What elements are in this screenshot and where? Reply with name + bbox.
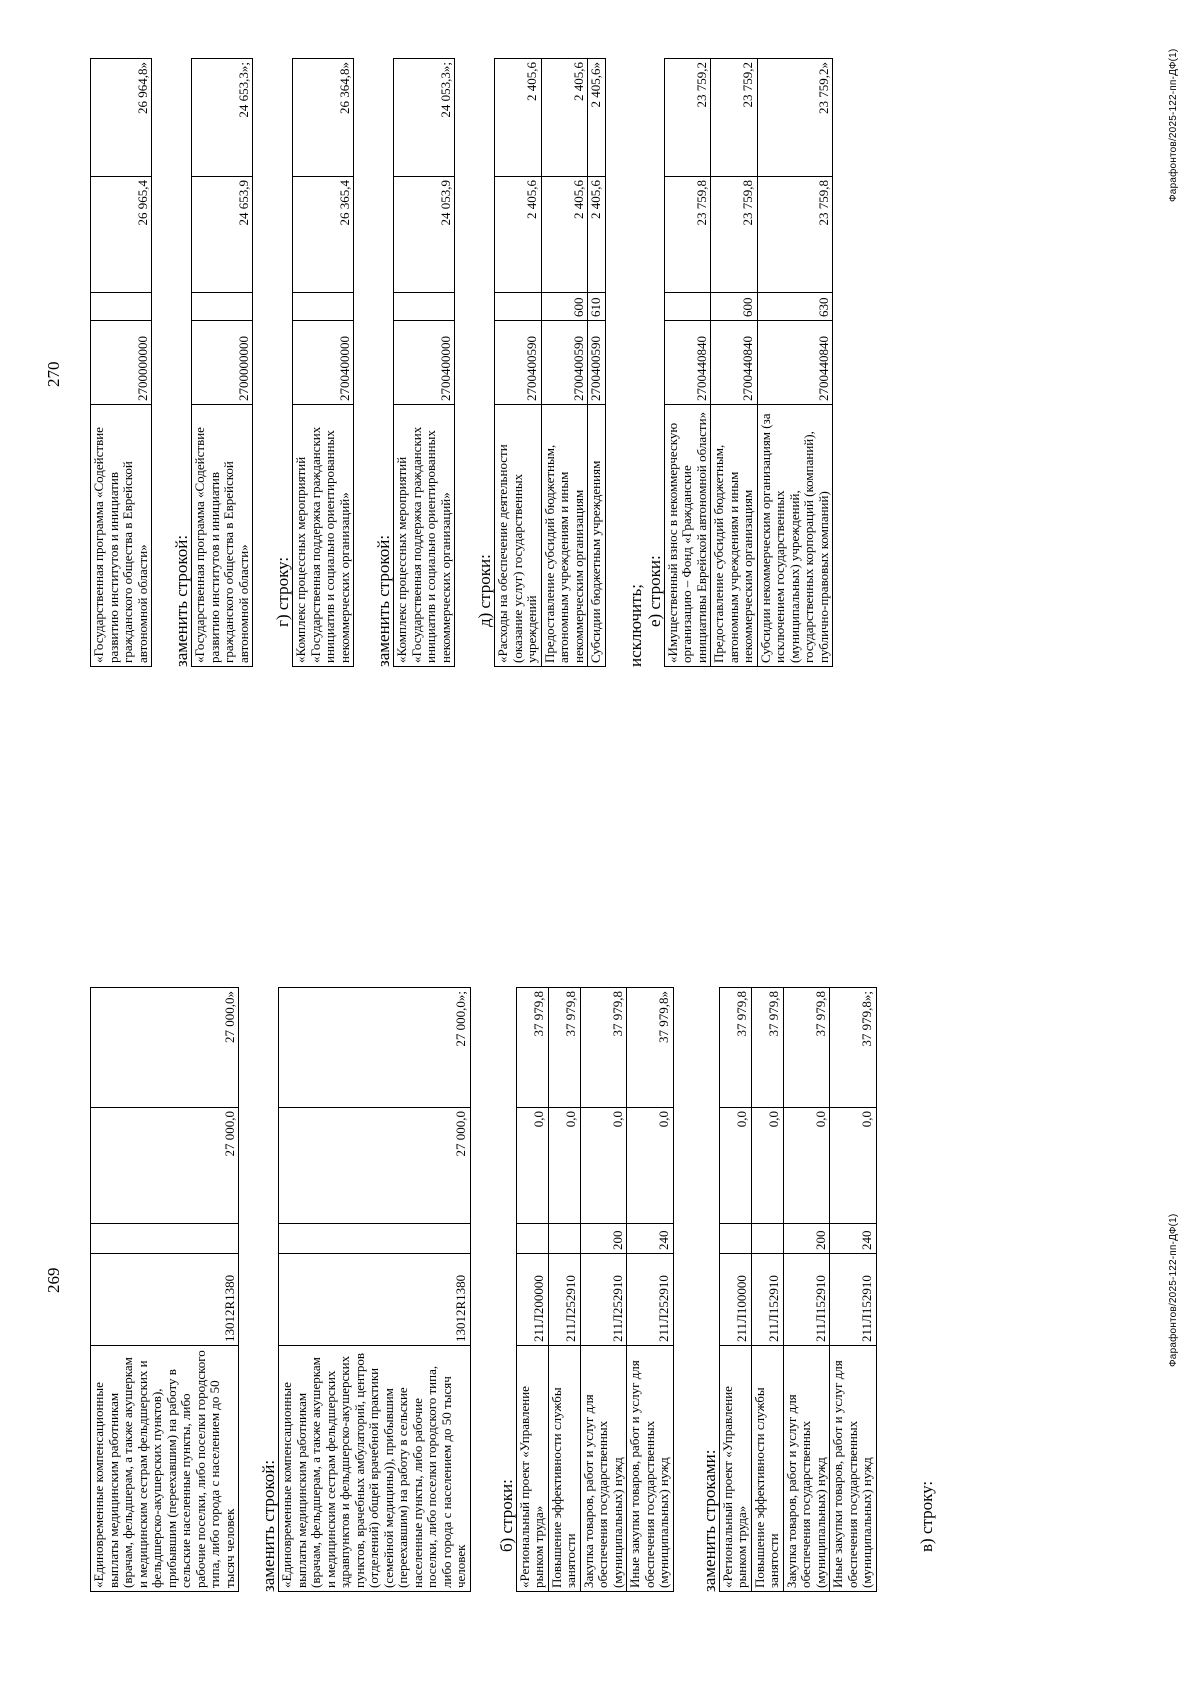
- amount-before-cell: 26 365,4: [293, 177, 354, 293]
- target-code-cell: 211Л152910: [783, 1254, 830, 1346]
- amount-before-cell: 27 000,0: [91, 1108, 239, 1224]
- expense-type-cell: [719, 1224, 751, 1254]
- amount-after-cell: 37 979,8: [516, 988, 548, 1108]
- target-code-cell: 2700400590: [588, 321, 606, 405]
- row-name-cell: Закупка товаров, работ и услуг для обеспечения государственных (муниципальных) нужд: [783, 1346, 830, 1592]
- amount-after-cell: 37 979,8: [751, 988, 783, 1108]
- footer-left: Фарафонтов/2025-122-пп-ДФ(1): [1168, 1213, 1179, 1367]
- target-code-cell: 13012R1380: [279, 1254, 471, 1346]
- table-row: [664, 59, 711, 667]
- row-name-cell: «Региональный проект «Управление рынком труда»: [516, 1346, 548, 1592]
- amount-after-cell: 37 979,8»: [627, 988, 674, 1108]
- amount-after-cell: 37 979,8: [783, 988, 830, 1108]
- label-replace-row-left-1: заменить строкой:: [259, 1459, 278, 1592]
- expense-type-cell: [548, 1224, 580, 1254]
- amount-after-cell: 24 053,3»;: [394, 59, 455, 177]
- expense-type-cell: 610: [588, 293, 606, 321]
- amount-after-cell: 37 979,8: [580, 988, 627, 1108]
- right-page-content: [90, 58, 833, 667]
- row-name-cell: «Государственная программа «Содействие развитию институтов и инициатив гражданского общества в Еврейской автономной области»: [192, 405, 253, 667]
- row-name-cell: «Расходы на обеспечение деятельности (оказание услуг) государственных учреждений: [495, 405, 542, 667]
- amount-before-cell: 24 653,9: [192, 177, 253, 293]
- amount-after-cell: 23 759,2: [664, 59, 711, 177]
- right-table-4: [393, 58, 455, 667]
- footer-right: Фарафонтов/2025-122-пп-ДФ(1): [1168, 48, 1179, 202]
- table-row: [627, 988, 674, 1592]
- row-name-cell: Повышение эффективности службы занятости: [548, 1346, 580, 1592]
- table-row: [548, 988, 580, 1592]
- target-code-cell: 211Л200000: [516, 1254, 548, 1346]
- label-section-d: д) строки:: [475, 554, 494, 627]
- row-name-cell: «Комплекс процессных мероприятий «Государственная поддержка гражданских инициатив и социально ориентированных некоммерческих организаций»: [293, 405, 354, 667]
- left-table-4: [719, 987, 877, 1592]
- amount-after-cell: 37 979,8»;: [830, 988, 877, 1108]
- amount-after-cell: 23 759,2»: [757, 59, 833, 177]
- row-name-cell: «Региональный проект «Управление рынком труда»: [719, 1346, 751, 1592]
- amount-after-cell: 26 364,8»: [293, 59, 354, 177]
- amount-before-cell: 0,0: [751, 1108, 783, 1224]
- page-number-right: 270: [44, 361, 63, 387]
- table-row: [293, 59, 354, 667]
- amount-before-cell: 2 405,6: [495, 177, 542, 293]
- label-section-g: г) строку:: [273, 556, 292, 627]
- expense-type-cell: 200: [783, 1224, 830, 1254]
- table-row: [91, 59, 152, 667]
- row-name-cell: «Имущественный взнос в некоммерческую организацию – Фонд «Гражданские инициативы Еврейской автономной области»: [664, 405, 711, 667]
- target-code-cell: 211Л252910: [548, 1254, 580, 1346]
- amount-before-cell: 24 053,9: [394, 177, 455, 293]
- right-table-1: [90, 58, 152, 667]
- expense-type-cell: [192, 293, 253, 321]
- amount-before-cell: 0,0: [548, 1108, 580, 1224]
- expense-type-cell: 200: [580, 1224, 627, 1254]
- label-section-e: е) строки:: [644, 555, 664, 627]
- target-code-cell: 2700400000: [394, 321, 455, 405]
- amount-before-cell: 23 759,8: [711, 177, 758, 293]
- amount-after-cell: 2 405,6: [541, 59, 588, 177]
- expense-type-cell: [751, 1224, 783, 1254]
- row-name-cell: Предоставление субсидий бюджетным, автономным учреждениям и иным некоммерческим организациям: [541, 405, 588, 667]
- table-row: [192, 59, 253, 667]
- expense-type-cell: [91, 1224, 239, 1254]
- amount-before-cell: 2 405,6: [588, 177, 606, 293]
- right-table-2: [191, 58, 253, 667]
- target-code-cell: 13012R1380: [91, 1254, 239, 1346]
- table-row: [711, 59, 758, 667]
- amount-before-cell: 23 759,8: [664, 177, 711, 293]
- table-row: [541, 59, 588, 667]
- amount-after-cell: 2 405,6: [495, 59, 542, 177]
- table-row: [751, 988, 783, 1592]
- target-code-cell: 2700440840: [757, 321, 833, 405]
- amount-after-cell: 26 964,8»: [91, 59, 152, 177]
- table-row: [279, 988, 471, 1592]
- amount-before-cell: 0,0: [783, 1108, 830, 1224]
- expense-type-cell: [394, 293, 455, 321]
- target-code-cell: 2700440840: [664, 321, 711, 405]
- table-row: [516, 988, 548, 1592]
- expense-type-cell: [516, 1224, 548, 1254]
- table-row: [830, 988, 877, 1592]
- label-exclude: исключить;: [625, 584, 645, 667]
- table-row: [757, 59, 833, 667]
- target-code-cell: 2700440840: [711, 321, 758, 405]
- right-table-3: [292, 58, 354, 667]
- table-row: [783, 988, 830, 1592]
- expense-type-cell: 600: [711, 293, 758, 321]
- row-name-cell: Субсидии некоммерческим организациям (за исключением государственных (муниципальных) учреждений, государственных корпораций (компаний), публично-правовых компаний): [757, 405, 833, 667]
- amount-before-cell: 2 405,6: [541, 177, 588, 293]
- label-section-v: в) строку:: [916, 1480, 936, 1552]
- table-row: [495, 59, 542, 667]
- row-name-cell: Иные закупки товаров, работ и услуг для обеспечения государственных (муниципальных) нужд: [627, 1346, 674, 1592]
- right-table-5: [494, 58, 606, 667]
- amount-after-cell: 27 000,0»: [91, 988, 239, 1108]
- target-code-cell: 2700000000: [192, 321, 253, 405]
- target-code-cell: 211Л152910: [751, 1254, 783, 1346]
- amount-after-cell: 24 653,3»;: [192, 59, 253, 177]
- right-table-6: [664, 58, 834, 667]
- amount-before-cell: 23 759,8: [757, 177, 833, 293]
- amount-before-cell: 27 000,0: [279, 1108, 471, 1224]
- row-name-cell: Закупка товаров, работ и услуг для обеспечения государственных (муниципальных) нужд: [580, 1346, 627, 1592]
- row-name-cell: Субсидии бюджетным учреждениям: [588, 405, 606, 667]
- amount-after-cell: 27 000,0»;: [279, 988, 471, 1108]
- amount-before-cell: 0,0: [580, 1108, 627, 1224]
- left-table-1: [90, 987, 239, 1592]
- table-row: [719, 988, 751, 1592]
- amount-after-cell: 37 979,8: [548, 988, 580, 1108]
- page-number-left: 269: [44, 1267, 63, 1293]
- row-name-cell: Повышение эффективности службы занятости: [751, 1346, 783, 1592]
- left-page-content: [90, 987, 936, 1592]
- expense-type-cell: [279, 1224, 471, 1254]
- table-row: [580, 988, 627, 1592]
- amount-before-cell: 0,0: [719, 1108, 751, 1224]
- amount-after-cell: 23 759,2: [711, 59, 758, 177]
- label-replace-row-right-1: заменить строкой:: [172, 534, 191, 667]
- expense-type-cell: 240: [627, 1224, 674, 1254]
- expense-type-cell: [91, 293, 152, 321]
- table-row: [91, 988, 239, 1592]
- target-code-cell: 2700000000: [91, 321, 152, 405]
- row-name-cell: «Единовременные компенсационные выплаты медицинским работникам (врачам, фельдшерам, а также акушеркам и медицинским сестрам фельдшерских и фельдшерско-акушерских пунктов), прибывшим (переехавшим) на работу в сельские населенные пункты, либо рабочие поселки, либо поселки городского типа, либо города с населением до 50 тысяч человек: [91, 1346, 239, 1592]
- row-name-cell: «Комплекс процессных мероприятий «Государственная поддержка гражданских инициатив и социально ориентированных некоммерческих организаций»: [394, 405, 455, 667]
- expense-type-cell: 630: [757, 293, 833, 321]
- target-code-cell: 2700400590: [541, 321, 588, 405]
- amount-after-cell: 2 405,6»: [588, 59, 606, 177]
- expense-type-cell: [664, 293, 711, 321]
- target-code-cell: 2700400000: [293, 321, 354, 405]
- expense-type-cell: 240: [830, 1224, 877, 1254]
- label-replace-row-right-2: заменить строкой:: [374, 534, 393, 667]
- target-code-cell: 211Л152910: [830, 1254, 877, 1346]
- amount-before-cell: 0,0: [830, 1108, 877, 1224]
- row-name-cell: «Единовременные компенсационные выплаты медицинским работникам (врачам, фельдшерам, а также акушеркам и медицинским сестрам фельдшерских здравпунктов и фельдшерско-акушерских пунктов, врачебных амбулаторий, центров (отделений) общей врачебной практики (семейной медицины)), прибывшим (переехавшим) на работу в сельские населенные пункты, либо рабочие поселки, либо поселки городского типа, либо города с населением до 50 тысяч человек: [279, 1346, 471, 1592]
- table-row: [588, 59, 606, 667]
- amount-after-cell: 37 979,8: [719, 988, 751, 1108]
- amount-before-cell: 0,0: [627, 1108, 674, 1224]
- target-code-cell: 211Л100000: [719, 1254, 751, 1346]
- expense-type-cell: [495, 293, 542, 321]
- amount-before-cell: 0,0: [516, 1108, 548, 1224]
- amount-before-cell: 26 965,4: [91, 177, 152, 293]
- row-name-cell: «Государственная программа «Содействие развитию институтов и инициатив гражданского общества в Еврейской автономной области»: [91, 405, 152, 667]
- target-code-cell: 2700400590: [495, 321, 542, 405]
- target-code-cell: 211Л252910: [627, 1254, 674, 1346]
- left-table-3: [516, 987, 674, 1592]
- expense-type-cell: [293, 293, 354, 321]
- row-name-cell: Предоставление субсидий бюджетным, автономным учреждениям и иным некоммерческим организациям: [711, 405, 758, 667]
- left-table-2: [278, 987, 471, 1592]
- label-section-b: б) строки:: [496, 1479, 516, 1552]
- row-name-cell: Иные закупки товаров, работ и услуг для обеспечения государственных (муниципальных) нужд: [830, 1346, 877, 1592]
- expense-type-cell: 600: [541, 293, 588, 321]
- label-replace-rows-left: заменить строками:: [699, 1449, 719, 1592]
- table-row: [394, 59, 455, 667]
- target-code-cell: 211Л252910: [580, 1254, 627, 1346]
